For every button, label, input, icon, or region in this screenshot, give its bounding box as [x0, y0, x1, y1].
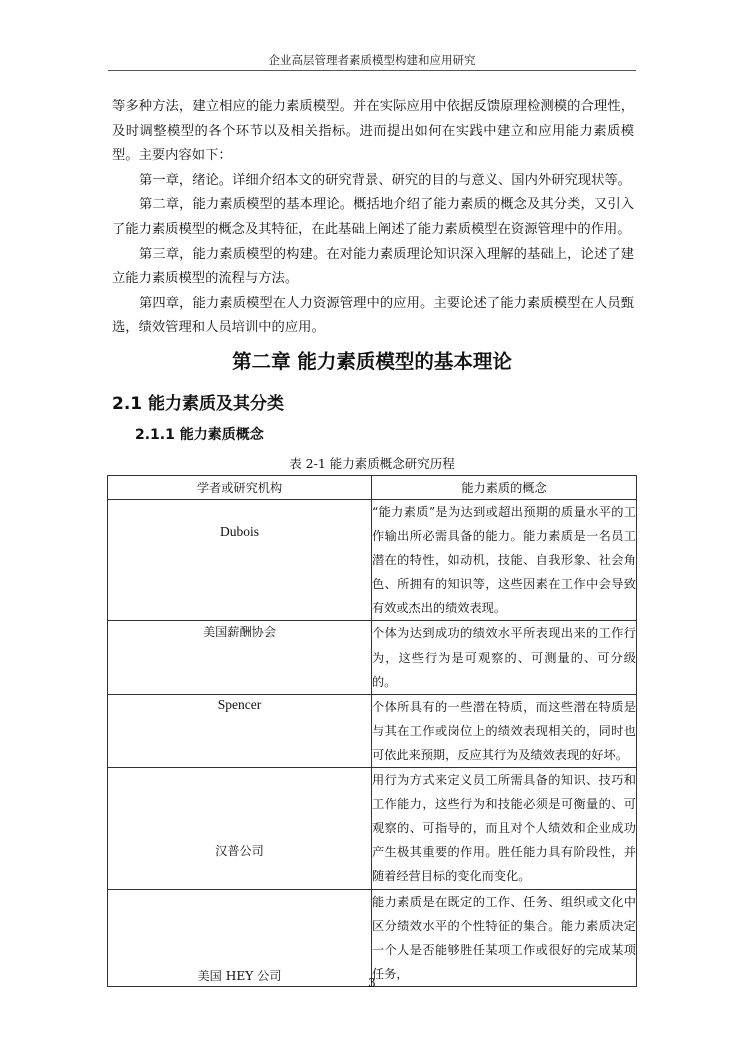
subsection-title: 2.1.1 能力素质概念: [135, 427, 264, 443]
table-header-row: [108, 476, 637, 500]
row-concept: 个体所具有的一些潜在特质，而这些潜在特质是与其在工作或岗位上的绩效表现相关的，同时也可依此来预期，反应其行为及绩效表现的好坏。: [372, 694, 637, 767]
chapter-summary-3: 第三章，能力素质模型的构建。在对能力素质理论知识深入理解的基础上，论述了建立能力素质模型的流程与方法。: [112, 246, 634, 287]
row-org: 汉普公司: [108, 768, 372, 889]
header-org: 学者或研究机构: [108, 476, 372, 500]
chapter-summary-1: 第一章，绪论。详细介绍本文的研究背景、研究的目的与意义、国内外研究现状等。: [139, 172, 631, 188]
chapter-title: 第二章 能力素质模型的基本理论: [232, 350, 512, 373]
section-title: 2.1 能力素质及其分类: [112, 394, 285, 414]
row-org: Dubois: [108, 500, 372, 621]
running-header: 企业高层管理者素质模型构建和应用研究: [268, 53, 476, 67]
header-rule: [108, 70, 636, 71]
row-concept: 能力素质是在既定的工作、任务、组织或文化中区分绩效水平的个性特征的集合。能力素质决定一个人是否能够胜任某项工作或很好的完成某项任务，: [372, 889, 637, 986]
concept-table: [107, 475, 637, 987]
chapter-summary-2: 第二章，能力素质模型的基本理论。概括地介绍了能力素质的概念及其分类，又引入了能力素质模型的概念及其特征，在此基础上阐述了能力素质模型在资源管理中的作用。: [112, 197, 634, 237]
row-concept: 个体为达到成功的绩效水平所表现出来的工作行为，这些行为是可观察的、可测量的、可分级的。: [372, 621, 637, 694]
table-row: [108, 889, 637, 986]
table-caption: 表 2-1 能力素质概念研究历程: [289, 456, 455, 471]
row-org: 美国 HEY 公司: [108, 889, 372, 986]
row-org: 美国薪酬协会: [108, 621, 372, 694]
page-number: 3: [368, 976, 376, 990]
header-concept: 能力素质的概念: [372, 476, 637, 500]
row-concept: “能力素质”是为达到或超出预期的质量水平的工作输出所必需具备的能力。能力素质是一名员工潜在的特性，如动机，技能、自我形象、社会角色、所拥有的知识等，这些因素在工作中会导致有效或杰出的绩效表现。: [372, 500, 637, 621]
row-concept: 用行为方式来定义员工所需具备的知识、技巧和工作能力，这些行为和技能必须是可衡量的、可观察的、可指导的，而且对个人绩效和企业成功产生极其重要的作用。胜任能力具有阶段性，并随着经营目标的变化而变化。: [372, 768, 637, 889]
intro-text: [112, 95, 634, 341]
table-row: [108, 500, 637, 621]
intro-paragraph: 等多种方法，建立相应的能力素质模型。并在实际应用中依据反馈原理检测模的合理性，及时调整模型的各个环节以及相关指标。进而提出如何在实践中建立和应用能力素质模型。主要内容如下：: [112, 99, 634, 164]
row-org: Spencer: [108, 694, 372, 767]
table-row: [108, 621, 637, 694]
table-row: [108, 694, 637, 767]
chapter-summary-4: 第四章，能力素质模型在人力资源管理中的应用。主要论述了能力素质模型在人员甄选，绩效管理和人员培训中的应用。: [112, 295, 634, 336]
table-row: [108, 768, 637, 889]
